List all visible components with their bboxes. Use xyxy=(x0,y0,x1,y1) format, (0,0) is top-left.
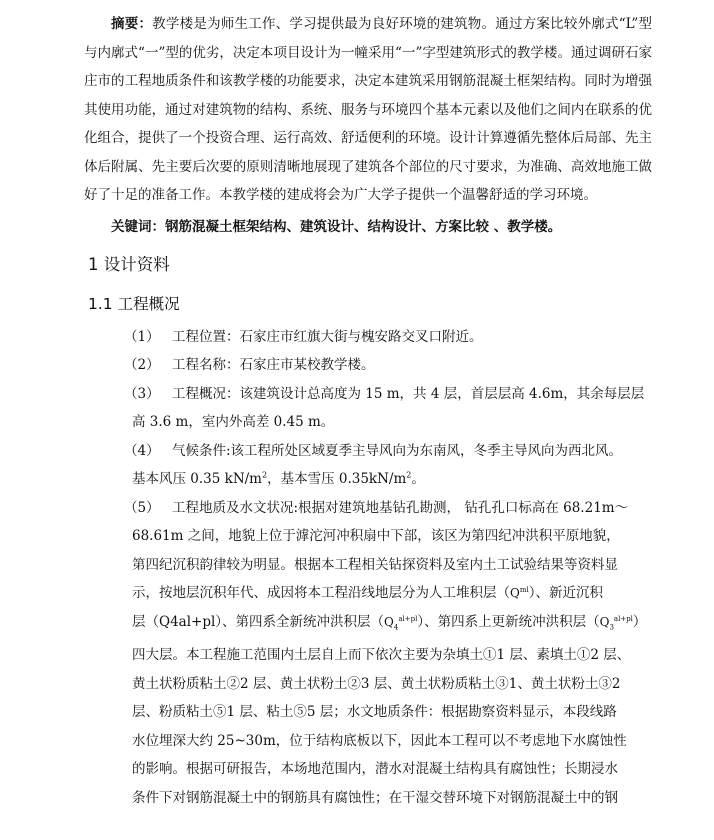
item-text: 工程名称：石家庄市某校教学楼。 xyxy=(172,357,375,373)
list-item-continuation xyxy=(132,522,652,551)
geologic-symbol xyxy=(384,608,417,642)
abstract-paragraph xyxy=(84,10,652,210)
list-item xyxy=(124,351,652,380)
wind-pressure-text: 基本风压 0.35 kN/m xyxy=(132,471,262,487)
item-text: 工程位置：石家庄市红旗大街与槐安路交叉口附近。 xyxy=(172,328,483,345)
symbol-letter: Q xyxy=(599,614,610,629)
item-continuation-text xyxy=(132,608,646,642)
item-number: （5） xyxy=(124,499,160,516)
item-continuation-text: 水位埋深大约 25~30m，位于结构底板以下，因此本工程可以不考虑地下水腐蚀性 xyxy=(132,732,627,749)
keywords-text: 钢筋混凝土框架结构、建筑设计、结构设计、方案比较 、教学楼。 xyxy=(165,218,562,235)
item-number: （2） xyxy=(124,357,160,373)
list-item-continuation xyxy=(132,551,652,580)
section-heading-1: 1 设计资料 xyxy=(88,254,170,274)
geologic-symbol xyxy=(510,579,529,608)
item-text: 工程概况：该建筑设计总高度为 15 m，共 4 层，首层层高 4.6m，其余每层层 xyxy=(172,385,645,402)
list-item-continuation xyxy=(132,698,652,727)
strata-text: 示，按地层沉积年代、成因将本工程沿线地层分为人工堆积层（ xyxy=(132,585,510,601)
unit-superscript: 2 xyxy=(406,470,412,480)
strata-text: ）、第四系上更新统冲洪积层（ xyxy=(417,613,600,630)
item-continuation-text xyxy=(132,465,425,494)
item-text: 气候条件:该工程所处区域夏季主导风向为东南风，冬季主导风向为西北风。 xyxy=(172,442,623,459)
item-continuation-text: 68.61m 之间，地貌上位于滹沱河冲积扇中下部，该区为第四纪冲洪积平原地貌， xyxy=(132,528,620,544)
list-item-continuation xyxy=(132,465,652,494)
list-item-continuation xyxy=(132,579,652,608)
item-number: （4） xyxy=(124,442,160,459)
abstract-text: 教学楼是为师生工作、学习提供最为良好环境的建筑物。通过方案比较外廓式“L”型与内廓式“一”型的优劣，决定本项目设计为一幢采用“一”字型建筑形式的教学楼。通过调研石家庄市的工程地质条件和该教学楼的功能要求，决定本建筑采用钢筋混凝土框架结构。同时为增强其使用功能，通过对建筑物的结构、系统、服务与环境四个基本元素以及他们之间内在联系的优化组合，提供了一个投资合理、运行高效、舒适便利的环境。设计计算遵循先整体后局部、先主体后附属、先主要后次要的原则清晰地展现了建筑各个部位的尺寸要求，为准确、高效地施工做好了十足的准备工作。本教学楼的建成将会为广大学子提供一个温馨舒适的学习环境。 xyxy=(84,16,653,203)
list-item-continuation xyxy=(132,670,652,699)
list-item xyxy=(124,437,652,466)
item-continuation-text: 的影响。根据可研报告，本场地范围内，潜水对混凝土结构具有腐蚀性；长期浸水 xyxy=(132,761,618,778)
item-continuation-text: 黄土状粉质粘土②2 层、黄土状粉土②3 层、黄土状粉质粘土③1、黄土状粉土③2 xyxy=(132,675,621,692)
unit-superscript: 2 xyxy=(261,470,268,480)
sentence-end: 。 xyxy=(411,471,425,487)
symbol-letter: Q xyxy=(510,586,520,600)
item-continuation-text: 第四纪沉积韵律较为明显。根据本工程相关钻探资料及室内土工试验结果等资料显 xyxy=(132,556,618,573)
symbol-subscript: 4 xyxy=(393,622,399,631)
strata-text: ） xyxy=(632,613,647,630)
symbol-letter: Q xyxy=(384,614,394,629)
item-continuation-text: 高 3.6 m，室内外高差 0.45 m。 xyxy=(132,414,335,430)
list-item-continuation xyxy=(132,784,652,813)
strata-text: 层（Q4al+pl）、第四系全新统冲洪积层（ xyxy=(132,613,385,630)
item-number: （1） xyxy=(124,328,160,345)
item-continuation-text: 四大层。本工程施工范围内土层自上而下依次主要为杂填土①1 层、素填土①2 层、 xyxy=(132,647,631,664)
list-item-continuation xyxy=(132,727,652,756)
symbol-subscript: 3 xyxy=(609,622,614,631)
abstract-label: 摘要： xyxy=(111,16,153,32)
item-continuation-text: 层、粉质粘土⑤1 层、粘土⑤5 层；水文地质条件：根据勘察资料显示，本段线路 xyxy=(132,704,617,721)
symbol-superscript: al+pl xyxy=(613,614,633,623)
list-item-continuation xyxy=(132,408,652,437)
keywords-label: 关键词： xyxy=(111,218,165,235)
strata-text: ）、新近沉积 xyxy=(528,585,603,601)
item-text: 工程地质及水文状况:根据对建筑地基钻孔勘测， 钻孔孔口标高在 68.21m～ xyxy=(172,499,629,516)
list-item-continuation xyxy=(132,755,652,784)
symbol-superscript: ml xyxy=(519,586,529,594)
list-item-continuation xyxy=(132,641,652,670)
list-item xyxy=(124,323,652,352)
item-continuation-text: 条件下对钢筋混凝土中的钢筋具有腐蚀性；在干湿交替环境下对钢筋混凝土中的钢 xyxy=(132,789,618,806)
item-number: （3） xyxy=(124,385,160,402)
section-heading-1-1: 1.1 工程概况 xyxy=(88,294,180,313)
symbol-superscript: al+pl xyxy=(398,614,418,623)
keywords-paragraph xyxy=(84,213,652,241)
list-item-continuation xyxy=(132,608,652,642)
geologic-symbol xyxy=(600,608,633,642)
list-item xyxy=(124,494,652,523)
item-continuation-text xyxy=(132,579,603,608)
snow-pressure-text: ，基本雪压 0.35kN/m xyxy=(267,471,407,487)
list-item xyxy=(124,380,652,409)
